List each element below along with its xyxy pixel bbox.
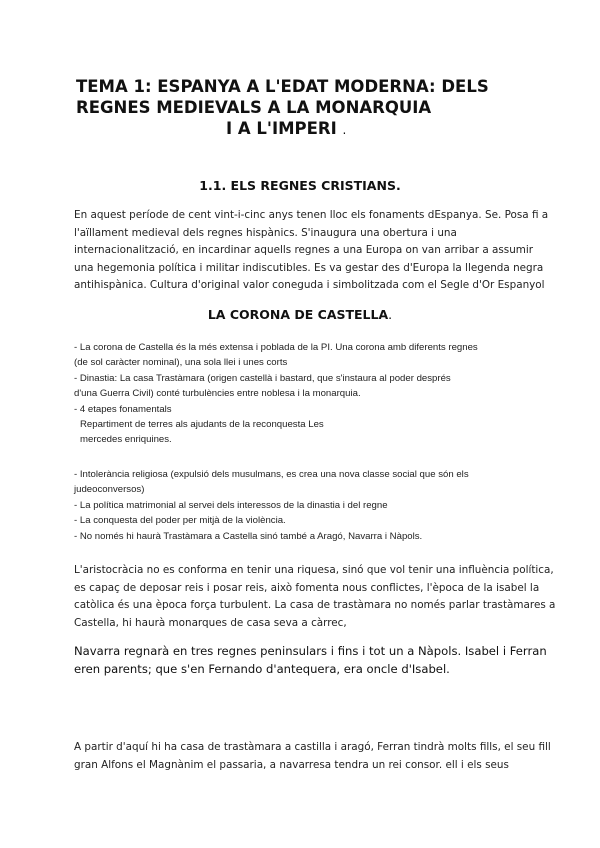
- navarra-paragraph: [74, 642, 547, 678]
- intro-line: una hegemonia política i militar indiscutibles. Es va gestar des d'Europa la llegenda negra: [74, 261, 544, 274]
- title-line-1: TEMA 1: ESPANYA A L'EDAT MODERNA: DELS: [76, 77, 489, 96]
- paragraph-line: eren parents; que s'en Fernando d'antequera, era oncle d'Isabel.: [74, 662, 450, 676]
- paragraph-line: Castella, hi haurà monarques de casa seva a càrrec,: [74, 616, 347, 629]
- title-line-3: [76, 118, 556, 141]
- final-paragraph: [74, 738, 551, 774]
- intro-line: internacionalització, en incardinar aquells regnes a una Europa on van arribar a assumir: [74, 244, 534, 257]
- paragraph-line: gran Alfons el Magnànim el passaria, a navarresa tendra un rei consor. ell i els seus: [74, 759, 509, 771]
- intro-line: En aquest període de cent vint-i-cinc anys tenen lloc els fonaments dEspanya. Se. Posa fi a: [74, 209, 549, 221]
- list-item: - La conquesta del poder per mitjà de la violència.: [74, 515, 286, 527]
- list-item: d'una Guerra Civil) conté turbulències entre noblesa i la monarquia.: [74, 388, 361, 400]
- list-item: judeoconversos): [74, 484, 145, 496]
- title-dot: .: [342, 123, 347, 137]
- aristocracy-paragraph: [74, 562, 556, 632]
- list-subitem: Repartiment de terres als ajudants de la reconquesta Les: [80, 419, 324, 431]
- subheading-text: LA CORONA DE CASTELLA: [207, 307, 389, 322]
- section-heading: 1.1. ELS REGNES CRISTIANS.: [199, 178, 401, 193]
- list-item: - La corona de Castella és la més extensa i poblada de la PI. Una corona amb diferents regnes: [74, 342, 478, 353]
- list-item: (de sol caràcter nominal), una sola llei i unes corts: [74, 357, 288, 369]
- paragraph-line: Navarra regnarà en tres regnes peninsulars i fins i tot un a Nàpols. Isabel i Ferran: [74, 644, 547, 658]
- subheading: [0, 307, 600, 322]
- paragraph-line: es capaç de deposar reis i posar reis, això fomenta nous conflictes, l'època de la isabel la: [74, 581, 540, 594]
- list-subitem: mercedes enriquines.: [80, 434, 172, 446]
- castella-list: [74, 340, 544, 448]
- intro-paragraph: [74, 207, 549, 295]
- title-line-3-text: I A L'IMPERI: [226, 119, 337, 138]
- subheading-dot: .: [388, 307, 393, 322]
- paragraph-line: catòlica és una època força turbulent. La casa de trastàmara no només parlar trastàmares a: [74, 599, 556, 612]
- list-item: - 4 etapes fonamentals: [74, 403, 172, 415]
- list-item: - Dinastia: La casa Trastàmara (origen castellà i bastard, que s'instaura al poder després: [74, 372, 451, 384]
- title-line-2: REGNES MEDIEVALS A LA MONARQUIA: [76, 98, 432, 117]
- list-item: - La política matrimonial al servei dels interessos de la dinastia i del regne: [74, 499, 388, 511]
- list-item: - No només hi haurà Trastàmara a Castella sinó també a Aragó, Navarra i Nàpols.: [74, 530, 423, 542]
- paragraph-line: A partir d'aquí hi ha casa de trastàmara a castilla i aragó, Ferran tindrà molts fills, el seu fill: [74, 741, 551, 753]
- paragraph-line: L'aristocràcia no es conforma en tenir una riquesa, sinó que vol tenir una influència política,: [74, 564, 554, 576]
- intro-line: l'aïllament medieval dels regnes hispànics. S'inaugura una obertura i una: [74, 226, 457, 239]
- intro-line: antihispànica. Cultura d'original valor coneguda i simbolitzada com el Segle d'Or Espanyol: [74, 279, 545, 292]
- document-title: [76, 76, 556, 141]
- list-item: - Intolerància religiosa (expulsió dels musulmans, es crea una nova classe social que són els: [74, 469, 469, 480]
- castella-list-2: [74, 467, 544, 544]
